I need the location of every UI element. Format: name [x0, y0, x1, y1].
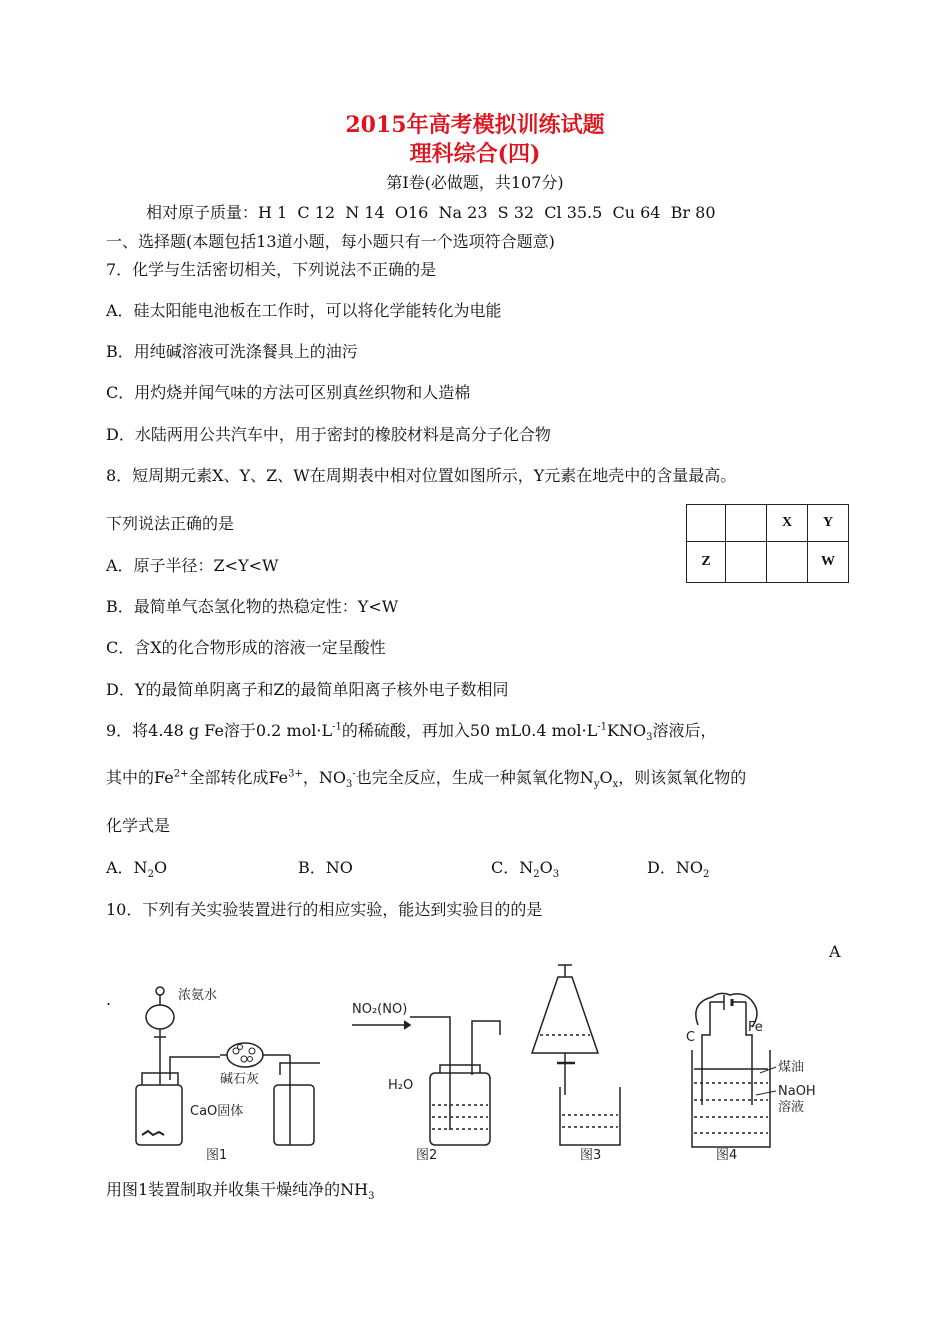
separatory-funnel-bulb: [146, 1005, 174, 1029]
paper-subtitle: 理科综合(四): [409, 141, 541, 167]
q7-stem: 7．化学与生活密切相关，下列说法不正确的是: [106, 260, 437, 279]
figure-2: [352, 1017, 500, 1145]
separatory-funnel: [532, 977, 598, 1053]
collection-bottle: [274, 1085, 314, 1145]
text: O: [599, 768, 613, 787]
subscript: 3: [646, 732, 653, 744]
text: D．NO: [647, 858, 703, 877]
drying-tube: [227, 1043, 263, 1067]
outlet-tube: [472, 1021, 500, 1075]
q7-option-a: A．硅太阳能电池板在工作时，可以将化学能转化为电能: [106, 301, 502, 320]
superscript: -1: [332, 721, 342, 733]
subscript: 2: [533, 869, 540, 881]
text: ，NO: [302, 768, 347, 787]
q10-marker-a: A: [829, 942, 841, 961]
fig4-solution-2: 溶液: [778, 1100, 805, 1115]
q8-option-a: A．原子半径：Z<Y<W: [106, 556, 279, 575]
arrow-head: [404, 1021, 410, 1029]
fig1-reagent-solid: CaO固体: [190, 1104, 244, 1119]
subscript: 3: [552, 869, 560, 881]
q9-option-c: [491, 858, 560, 881]
section-heading: 一、选择题(本题包括13道小题，每小题只有一个选项符合题意): [106, 232, 555, 251]
q10-stem: 10．下列有关实验装置进行的相应实验，能达到实验目的的是: [106, 900, 543, 919]
solution-leader: [756, 1091, 776, 1095]
fig4-label: 图4: [716, 1148, 738, 1163]
gas-washing-bottle: [430, 1073, 490, 1145]
fig4-oil: 煤油: [778, 1060, 805, 1075]
apparatus-figures: [120, 955, 840, 1165]
table-cell: [767, 542, 808, 583]
table-cell-x: X: [767, 505, 808, 542]
q8-option-c: C．含X的化合物形成的溶液一定呈酸性: [106, 638, 386, 657]
fig4-electrode-fe: Fe: [748, 1020, 763, 1035]
atomic-masses: 相对原子质量：H 1 C 12 N 14 O16 Na 23 S 32 Cl 35.5 Cu 64 Br 80: [146, 203, 716, 222]
fig2-gas: NO₂(NO): [352, 1002, 408, 1017]
superscript: 2+: [173, 768, 189, 780]
fig1-label: 图1: [206, 1148, 228, 1163]
fig1-reagent-mid: 碱石灰: [220, 1072, 260, 1087]
table-cell-w: W: [808, 542, 849, 583]
q10-marker-dot: .: [106, 990, 112, 1009]
q8-stem-2: 下列说法正确的是: [106, 514, 235, 533]
fig4-solution-1: NaOH: [778, 1084, 816, 1099]
text: KNO: [607, 721, 647, 740]
superscript: 3+: [288, 768, 303, 780]
text: 9．将4.48 g Fe溶于0.2 mol·L: [106, 721, 333, 740]
superscript: -: [352, 768, 356, 780]
subscript: 2: [147, 869, 154, 881]
text: 全部转化成Fe: [188, 768, 289, 787]
text: 用图1装置制取并收集干燥纯净的NH: [106, 1180, 369, 1199]
subscript: y: [593, 779, 600, 791]
stopper: [440, 1065, 480, 1073]
subscript: 2: [702, 869, 710, 881]
q7-option-c: C．用灼烧并闻气味的方法可区别真丝织物和人造棉: [106, 383, 471, 402]
q8-option-d: D．Y的最简单阴离子和Z的最简单阳离子核外电子数相同: [106, 680, 509, 699]
soda-lime-pellets: [233, 1045, 255, 1063]
table-cell: [726, 542, 767, 583]
fig2-liquid: H₂O: [388, 1078, 414, 1093]
q7-option-b: B．用纯碱溶液可洗涤餐具上的油污: [106, 342, 358, 361]
table-cell-z: Z: [687, 542, 726, 583]
figure-1: [136, 987, 320, 1145]
volume-heading: 第Ⅰ卷(必做题，共107分): [386, 173, 564, 192]
funnel-stopper: [156, 987, 164, 995]
cao-solid: [142, 1131, 164, 1135]
text: A．N: [106, 858, 148, 877]
q9-stem-line1: [106, 721, 717, 744]
table-cell: [726, 505, 767, 542]
table-cell-y: Y: [808, 505, 849, 542]
text: O: [153, 858, 168, 877]
superscript: -1: [597, 721, 608, 733]
q7-option-d: D．水陆两用公共汽车中，用于密封的橡胶材料是高分子化合物: [106, 425, 551, 444]
fig3-label: 图3: [580, 1148, 602, 1163]
fig1-reagent-top: 浓氨水: [178, 988, 218, 1003]
text: 溶液后，: [652, 721, 717, 740]
text: C．N: [491, 858, 534, 877]
subscript: 3: [346, 779, 353, 791]
q10-option-a: [106, 1180, 375, 1203]
outlet-tube: [280, 1063, 320, 1075]
fig2-label: 图2: [416, 1148, 438, 1163]
beaker: [560, 1087, 620, 1145]
q8-stem: 8．短周期元素X、Y、Z、W在周期表中相对位置如图所示，Y元素在地壳中的含量最高。: [106, 466, 737, 485]
oil-leader: [760, 1067, 776, 1073]
subscript: 3: [368, 1191, 375, 1203]
q9-option-b: B．NO: [298, 858, 353, 877]
text: 的稀硫酸，再加入50 mL0.4 mol·L: [341, 721, 598, 740]
q8-option-b: B．最简单气态氢化物的热稳定性：Y<W: [106, 597, 399, 616]
carbon-electrode: [702, 1002, 710, 1105]
q9-option-a: [106, 858, 168, 881]
figure-3: [532, 965, 620, 1145]
figure-4: [692, 993, 776, 1147]
funnel-stopper: [558, 965, 572, 977]
iron-electrode: [746, 1002, 752, 1105]
flask-1: [136, 1085, 182, 1145]
q9-stem-line3: 化学式是: [106, 816, 171, 835]
subscript: x: [612, 779, 619, 791]
fig4-electrode-c: C: [686, 1030, 696, 1045]
text: ，则该氮氧化物的: [618, 768, 747, 787]
paper-title: 2015年高考模拟训练试题: [345, 112, 605, 138]
text: O: [539, 858, 553, 877]
text: 也完全反应，生成一种氮氧化物N: [355, 768, 594, 787]
text: 其中的Fe: [106, 768, 174, 787]
q9-stem-line2: [106, 768, 747, 791]
q9-option-d: [647, 858, 710, 881]
table-cell: [687, 505, 726, 542]
periodic-table-fragment: [686, 504, 849, 583]
